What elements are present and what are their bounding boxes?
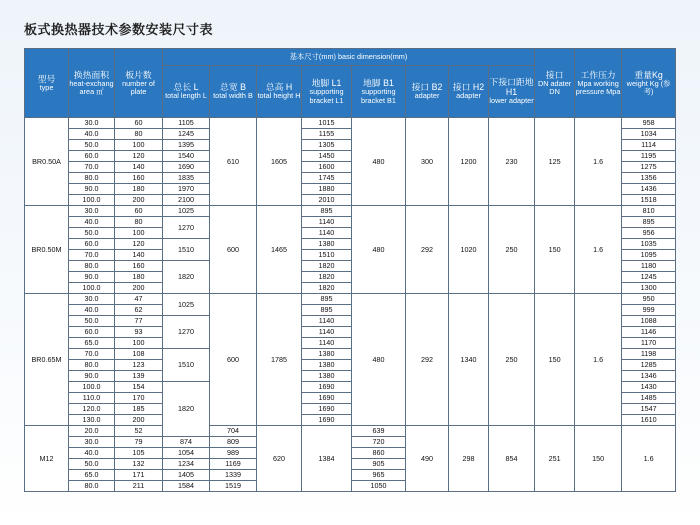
length-cell: 1510 [163, 239, 210, 261]
area-cell: 30.0 [69, 206, 115, 217]
pressure-cell: 1.6 [622, 426, 676, 492]
area-cell: 80.0 [69, 173, 115, 184]
length-cell: 1270 [163, 217, 210, 239]
plates-cell: 180 [115, 272, 163, 283]
header-lower-adapter-h1: 下接口距地 H1 lower adapter [489, 66, 535, 118]
area-cell: 40.0 [69, 129, 115, 140]
weight-cell: 1485 [622, 393, 676, 404]
weight-cell: 860 [352, 448, 406, 459]
dn-cell: 150 [575, 426, 622, 492]
bracket-l1-cell: 1690 [302, 404, 352, 415]
length-cell: 704 [210, 426, 257, 437]
bracket-l1-cell: 895 [302, 305, 352, 316]
plates-cell: 200 [115, 415, 163, 426]
bracket-l1-cell: 1339 [210, 470, 257, 481]
model-type-cell: BR0.65M [25, 294, 69, 426]
height-cell: 1605 [257, 118, 302, 206]
header-length: 总长 L total length L [163, 66, 210, 118]
plates-cell: 62 [115, 305, 163, 316]
width-cell: 600 [210, 206, 257, 294]
header-plates: 板片数 number of plate [115, 49, 163, 118]
bracket-b1-cell: 480 [352, 206, 406, 294]
length-cell: 2100 [163, 195, 210, 206]
area-cell: 90.0 [69, 272, 115, 283]
plates-cell: 80 [115, 217, 163, 228]
lower-adapter-h1-cell: 251 [535, 426, 575, 492]
plates-cell: 108 [115, 349, 163, 360]
length-cell: 1820 [163, 261, 210, 294]
area-cell: 100.0 [69, 195, 115, 206]
bracket-l1-cell: 1519 [210, 481, 257, 492]
bracket-l1-cell: 1155 [302, 129, 352, 140]
weight-cell: 1035 [622, 239, 676, 250]
area-cell: 20.0 [69, 426, 115, 437]
pressure-cell: 1.6 [575, 294, 622, 426]
lower-adapter-h1-cell: 230 [489, 118, 535, 206]
area-cell: 90.0 [69, 184, 115, 195]
table-row [25, 426, 676, 437]
bracket-b1-cell: 480 [352, 118, 406, 206]
area-cell: 40.0 [69, 217, 115, 228]
area-cell: 40.0 [69, 448, 115, 459]
weight-cell: 1034 [622, 129, 676, 140]
bracket-l1-cell: 1380 [302, 360, 352, 371]
weight-cell: 1095 [622, 250, 676, 261]
weight-cell: 1198 [622, 349, 676, 360]
area-cell: 80.0 [69, 360, 115, 371]
bracket-l1-cell: 1140 [302, 228, 352, 239]
length-cell: 1405 [163, 470, 210, 481]
header-pressure: 工作压力 Mpa working pressure Mpa [575, 49, 622, 118]
area-cell: 30.0 [69, 118, 115, 129]
plates-cell: 200 [115, 195, 163, 206]
weight-cell: 1088 [622, 316, 676, 327]
width-cell: 620 [257, 426, 302, 492]
weight-cell: 720 [352, 437, 406, 448]
weight-cell: 1170 [622, 338, 676, 349]
adapter-b2-cell: 300 [406, 118, 449, 206]
weight-cell: 1436 [622, 184, 676, 195]
bracket-l1-cell: 989 [210, 448, 257, 459]
table-row [25, 118, 676, 129]
plates-cell: 60 [115, 206, 163, 217]
weight-cell: 950 [622, 294, 676, 305]
bracket-l1-cell: 1745 [302, 173, 352, 184]
spec-table [24, 48, 676, 492]
adapter-h2-cell: 1020 [449, 206, 489, 294]
length-cell: 874 [163, 437, 210, 448]
length-cell: 1054 [163, 448, 210, 459]
plates-cell: 47 [115, 294, 163, 305]
plates-cell: 185 [115, 404, 163, 415]
plates-cell: 100 [115, 228, 163, 239]
plates-cell: 170 [115, 393, 163, 404]
plates-cell: 120 [115, 239, 163, 250]
adapter-h2-cell: 1200 [449, 118, 489, 206]
length-cell: 1234 [163, 459, 210, 470]
plates-cell: 132 [115, 459, 163, 470]
plates-cell: 100 [115, 140, 163, 151]
bracket-l1-cell: 1880 [302, 184, 352, 195]
height-cell: 1384 [302, 426, 352, 492]
weight-cell: 1356 [622, 173, 676, 184]
bracket-l1-cell: 1380 [302, 349, 352, 360]
length-cell: 1245 [163, 129, 210, 140]
area-cell: 90.0 [69, 371, 115, 382]
length-cell: 1970 [163, 184, 210, 195]
adapter-b2-cell: 292 [406, 294, 449, 426]
weight-cell: 1050 [352, 481, 406, 492]
length-cell: 1540 [163, 151, 210, 162]
length-cell: 1690 [163, 162, 210, 173]
plates-cell: 123 [115, 360, 163, 371]
bracket-l1-cell: 1140 [302, 217, 352, 228]
area-cell: 50.0 [69, 140, 115, 151]
header-dn: 接口 DN adater DN [535, 49, 575, 118]
plates-cell: 80 [115, 129, 163, 140]
bracket-l1-cell: 1380 [302, 239, 352, 250]
bracket-l1-cell: 1140 [302, 338, 352, 349]
area-cell: 50.0 [69, 316, 115, 327]
area-cell: 80.0 [69, 481, 115, 492]
length-cell: 1835 [163, 173, 210, 184]
bracket-l1-cell: 1820 [302, 261, 352, 272]
dn-cell: 125 [535, 118, 575, 206]
bracket-l1-cell: 1600 [302, 162, 352, 173]
plates-cell: 52 [115, 426, 163, 437]
dn-cell: 150 [535, 206, 575, 294]
plates-cell: 160 [115, 261, 163, 272]
table-row [25, 206, 676, 217]
length-cell: 1510 [163, 349, 210, 382]
weight-cell: 1275 [622, 162, 676, 173]
bracket-l1-cell: 895 [302, 206, 352, 217]
plates-cell: 140 [115, 162, 163, 173]
weight-cell: 958 [622, 118, 676, 129]
area-cell: 120.0 [69, 404, 115, 415]
plates-cell: 120 [115, 151, 163, 162]
weight-cell: 1245 [622, 272, 676, 283]
length-cell: 1025 [163, 206, 210, 217]
header-type: 型号 type [25, 49, 69, 118]
bracket-l1-cell: 2010 [302, 195, 352, 206]
bracket-l1-cell: 1140 [302, 327, 352, 338]
area-cell: 30.0 [69, 437, 115, 448]
bracket-b1-cell: 480 [352, 294, 406, 426]
plates-cell: 200 [115, 283, 163, 294]
area-cell: 130.0 [69, 415, 115, 426]
plates-cell: 93 [115, 327, 163, 338]
plates-cell: 180 [115, 184, 163, 195]
table-row [25, 294, 676, 305]
weight-cell: 1300 [622, 283, 676, 294]
plates-cell: 100 [115, 338, 163, 349]
bracket-l1-cell: 895 [302, 294, 352, 305]
area-cell: 60.0 [69, 239, 115, 250]
length-cell: 1820 [163, 382, 210, 437]
height-cell: 1465 [257, 206, 302, 294]
area-cell: 65.0 [69, 338, 115, 349]
weight-cell: 1518 [622, 195, 676, 206]
header-weight: 重量Kg weight Kg (参考) [622, 49, 676, 118]
plates-cell: 79 [115, 437, 163, 448]
bracket-l1-cell: 1820 [302, 283, 352, 294]
width-cell: 610 [210, 118, 257, 206]
header-bracket-l1: 地脚 L1 supporting bracket L1 [302, 66, 352, 118]
plates-cell: 160 [115, 173, 163, 184]
area-cell: 60.0 [69, 327, 115, 338]
header-basic-dimension: 基本尺寸(mm) basic dimension(mm) [163, 49, 535, 66]
area-cell: 70.0 [69, 349, 115, 360]
weight-cell: 1547 [622, 404, 676, 415]
bracket-l1-cell: 1015 [302, 118, 352, 129]
model-type-cell: BR0.50M [25, 206, 69, 294]
spec-table-body [25, 118, 676, 492]
bracket-l1-cell: 1450 [302, 151, 352, 162]
bracket-l1-cell: 1510 [302, 250, 352, 261]
plates-cell: 171 [115, 470, 163, 481]
area-cell: 70.0 [69, 250, 115, 261]
plates-cell: 77 [115, 316, 163, 327]
bracket-l1-cell: 1140 [302, 316, 352, 327]
area-cell: 70.0 [69, 162, 115, 173]
plates-cell: 105 [115, 448, 163, 459]
bracket-l1-cell: 1690 [302, 393, 352, 404]
area-cell: 50.0 [69, 228, 115, 239]
header-adapter-h2: 接口 H2 adapter [449, 66, 489, 118]
page-title: 板式换热器技术参数安装尺寸表 [24, 23, 214, 38]
length-cell: 1025 [163, 294, 210, 316]
bracket-l1-cell: 1820 [302, 272, 352, 283]
weight-cell: 1610 [622, 415, 676, 426]
area-cell: 100.0 [69, 382, 115, 393]
weight-cell: 895 [622, 217, 676, 228]
weight-cell: 956 [622, 228, 676, 239]
plates-cell: 139 [115, 371, 163, 382]
bracket-l1-cell: 1305 [302, 140, 352, 151]
weight-cell: 1195 [622, 151, 676, 162]
adapter-b2-cell: 298 [449, 426, 489, 492]
bracket-l1-cell: 1690 [302, 382, 352, 393]
plates-cell: 60 [115, 118, 163, 129]
adapter-h2-cell: 854 [489, 426, 535, 492]
lower-adapter-h1-cell: 250 [489, 294, 535, 426]
height-cell: 1785 [257, 294, 302, 426]
pressure-cell: 1.6 [575, 118, 622, 206]
adapter-b2-cell: 292 [406, 206, 449, 294]
area-cell: 50.0 [69, 459, 115, 470]
area-cell: 110.0 [69, 393, 115, 404]
area-cell: 30.0 [69, 294, 115, 305]
length-cell: 1584 [163, 481, 210, 492]
bracket-l1-cell: 809 [210, 437, 257, 448]
bracket-l1-cell: 1169 [210, 459, 257, 470]
plates-cell: 154 [115, 382, 163, 393]
area-cell: 65.0 [69, 470, 115, 481]
pressure-cell: 1.6 [575, 206, 622, 294]
plates-cell: 211 [115, 481, 163, 492]
header-height: 总高 H total height H [257, 66, 302, 118]
weight-cell: 1346 [622, 371, 676, 382]
weight-cell: 1180 [622, 261, 676, 272]
header-adapter-b2: 接口 B2 adapter [406, 66, 449, 118]
weight-cell: 1430 [622, 382, 676, 393]
area-cell: 60.0 [69, 151, 115, 162]
length-cell: 1270 [163, 316, 210, 349]
plates-cell: 140 [115, 250, 163, 261]
dn-cell: 150 [535, 294, 575, 426]
length-cell: 1395 [163, 140, 210, 151]
model-type-cell: M12 [25, 426, 69, 492]
adapter-h2-cell: 1340 [449, 294, 489, 426]
lower-adapter-h1-cell: 250 [489, 206, 535, 294]
weight-cell: 965 [352, 470, 406, 481]
model-type-cell: BR0.50A [25, 118, 69, 206]
weight-cell: 810 [622, 206, 676, 217]
header-area: 换热面积 heat-exchang area ㎡ [69, 49, 115, 118]
bracket-b1-cell: 490 [406, 426, 449, 492]
weight-cell: 1146 [622, 327, 676, 338]
weight-cell: 1114 [622, 140, 676, 151]
header-width: 总宽 B total width B [210, 66, 257, 118]
header-bracket-b1: 地脚 B1 supporting bracket B1 [352, 66, 406, 118]
bracket-l1-cell: 1690 [302, 415, 352, 426]
bracket-l1-cell: 639 [352, 426, 406, 437]
weight-cell: 999 [622, 305, 676, 316]
weight-cell: 1285 [622, 360, 676, 371]
area-cell: 40.0 [69, 305, 115, 316]
width-cell: 600 [210, 294, 257, 426]
bracket-l1-cell: 1380 [302, 371, 352, 382]
area-cell: 100.0 [69, 283, 115, 294]
length-cell: 1105 [163, 118, 210, 129]
area-cell: 80.0 [69, 261, 115, 272]
weight-cell: 905 [352, 459, 406, 470]
